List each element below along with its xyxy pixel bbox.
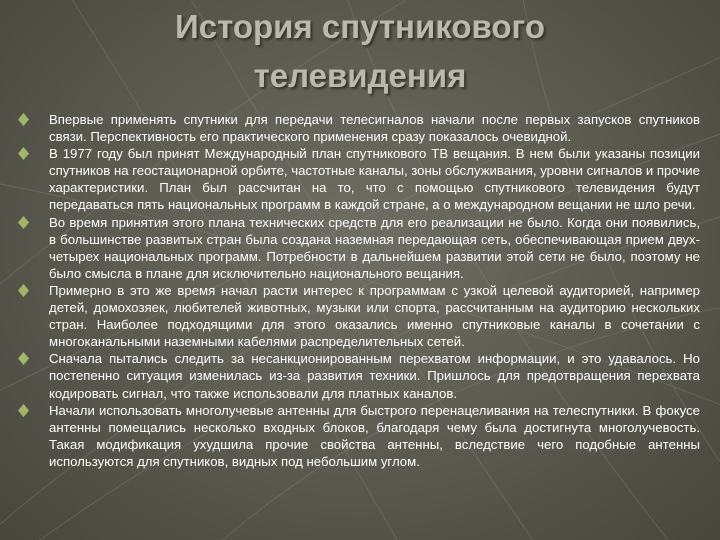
diamond-bullet-icon <box>18 284 29 297</box>
bullet-text: Сначала пытались следить за несанкционированным перехватом информации, и это удавалось. Но постепенно ситуация изменилась из-за развития техники. Пришлось для предотвращения перехвата кодировать сигнал, что также использовали для платных каналов. <box>49 351 700 401</box>
bullet-text: В 1977 году был принят Международный план спутникового ТВ вещания. В нем были указаны позиции спутников на геостационарной орбите, частотные каналы, зоны обслуживания, уровни сигналов и прочие характеристики. План был рассчитан на то, что с помощью спутникового телевидения будут передаваться пять национальных программ в каждой стране, а о международном вещании не шло речи. <box>49 146 700 213</box>
bullet-list <box>18 111 700 470</box>
bullet-item <box>18 214 700 282</box>
bullet-text: Впервые применять спутники для передачи телесигналов начали после первых запусков спутников связи. Перспективность его практического применения сразу показалось очевидной. <box>49 112 700 145</box>
bullet-item <box>18 350 700 401</box>
bullet-item <box>18 111 700 145</box>
diamond-bullet-icon <box>18 113 29 126</box>
bullet-item <box>18 145 700 213</box>
title-line-1: История спутникового <box>175 8 545 45</box>
diamond-bullet-icon <box>18 147 29 160</box>
bullet-item <box>18 282 700 350</box>
slide-title <box>0 2 720 100</box>
bullet-text: Примерно в это же время начал расти интерес к программам с узкой целевой аудиторией, например детей, домохозяек, любителей животных, музыки или спорта, рассчитанным на аудиторию нескольких стран. Наиболее подходящими для этого оказались именно спутниковые каналы в сочетании с многоканальными наземными кабелями распределительных сетей. <box>49 282 700 350</box>
bullet-item <box>18 402 700 470</box>
title-line-2: телевидения <box>253 57 467 94</box>
bullet-text: Во время принятия этого плана технических средств для его реализации не было. Когда они появились, в большинстве развитых стран была создана наземная передающая сеть, обеспечивающая прием двух-четырех национальных программ. Потребности в дальнейшем развитии этой сети не было, поэтому не было смысла в плане для исключительно национального вещания. <box>49 214 700 281</box>
diamond-bullet-icon <box>18 352 29 365</box>
diamond-bullet-icon <box>18 404 29 417</box>
diamond-bullet-icon <box>18 216 29 229</box>
bullet-text: Начали использовать многолучевые антенны для быстрого перенацеливания на телеспутники. В фокусе антенны помещались несколько входных блоков, благодаря чему была достигнута многолучевость. Такая модификация ухудшила прочие свойства антенны, вследствие чего подобные антенны используются для спутников, видных под небольшим углом. <box>49 402 700 469</box>
